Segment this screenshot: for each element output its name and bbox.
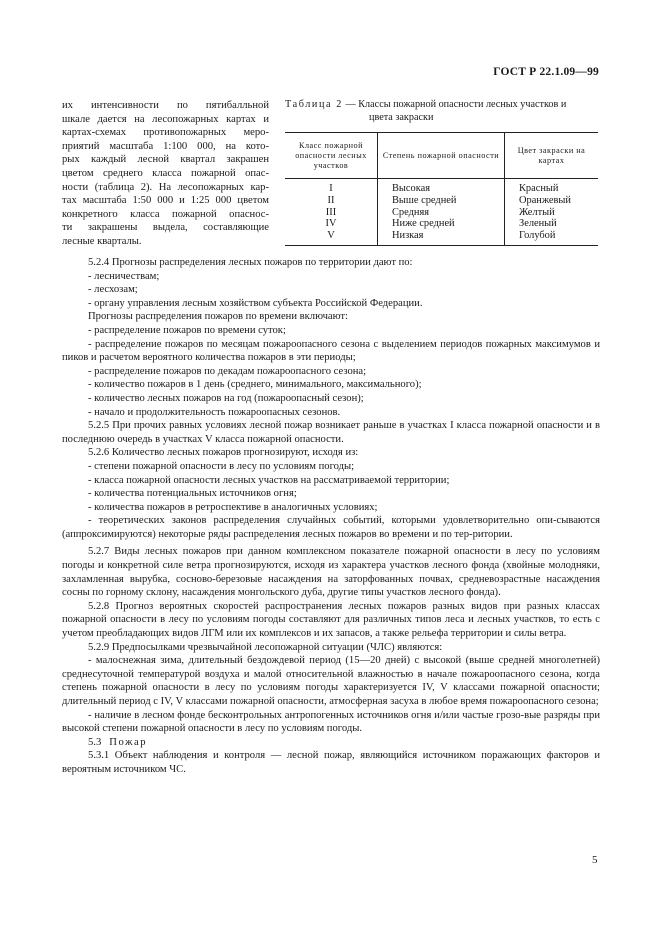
cell-color: Голубой: [505, 230, 599, 245]
table-header-color: Цвет закраски на картах: [505, 133, 599, 179]
left-line: цветом среднего класса пожарной опас-: [62, 167, 269, 179]
table-label: Таблица 2: [285, 99, 343, 110]
paragraph-5-2-6: 5.2.6 Количество лесных пожаров прогнозируют, исходя из:: [88, 447, 359, 459]
paragraph-5-3-1: 5.3.1 Объект наблюдения и контроля — лесной пожар, являющийся источником поражающих факторов и вероятным источником ЧС.: [62, 750, 600, 775]
left-line: лесные кварталы.: [62, 235, 142, 247]
cell-class: IV: [325, 218, 337, 230]
left-line: приятий масштаба 1:100 000, на кото-: [62, 140, 269, 152]
list-item: - количество лесных пожаров на год (пожароопасный сезон);: [88, 392, 364, 404]
left-line: рых каждый лесной квартал закрашен: [62, 154, 269, 166]
paragraph-time-forecasts: Прогнозы распределения пожаров по времени включают:: [88, 311, 348, 323]
left-line: шкале дается на лесопожарных картах и: [62, 113, 269, 125]
table-header-degree: Степень пожарной опасности: [378, 133, 505, 179]
left-line: тах масштаба 1:50 000 и 1:25 000 цветом: [62, 195, 269, 207]
table-row: [285, 218, 598, 230]
paragraph-5-2-7: 5.2.7 Виды лесных пожаров при данном комплексном показателе пожарной опасности в лесу по условиям погоды и конкретной силе ветра прогнозируются, исходя из характера участков лесного фонда (хвойные молодняки, захламленная вырубка, сосново-березовые насаждения на заторфованных почвах, средневозрастные насаждения сосны по горному склону, насаждения монгольского дуба, другие типы участков лесного фонда).: [62, 546, 600, 599]
cell-degree: Средняя: [378, 207, 505, 219]
cell-degree: Ниже средней: [378, 218, 505, 230]
table-row: [285, 207, 598, 219]
cell-color: Красный: [505, 179, 599, 195]
cell-class: II: [327, 194, 335, 206]
table-caption-line2: цвета закраски: [369, 111, 434, 123]
left-line: картах-схемах противопожарных меро-: [62, 127, 269, 139]
paragraph-5-2-5: 5.2.5 При прочих равных условиях лесной пожар возникает раньше в участках I класса пожарной опасности и в последнюю очередь в участках V класса пожарной опасности.: [62, 420, 600, 445]
cell-color: Оранжевый: [505, 195, 599, 207]
paragraph-5-2-4: 5.2.4 Прогнозы распределения лесных пожаров по территории дают по:: [88, 257, 413, 268]
cell-degree: Низкая: [378, 230, 505, 245]
table-caption-line1: — Классы пожарной опасности лесных участков и: [342, 99, 567, 110]
document-code: ГОСТ Р 22.1.09—99: [493, 66, 599, 78]
left-column-text: [62, 99, 269, 249]
section-number: 5.3: [88, 736, 102, 748]
list-item: - теоретических законов распределения случайных событий, которыми удовлетворительно опи-сываются (аппроксимируются) некоторые ряды распределения лесных пожаров во времени и по тер-ритории.: [62, 515, 600, 540]
left-line: ности (таблица 2). На лесопожарных кар-: [62, 181, 269, 193]
list-item: - количества пожаров в ретроспективе в аналогичных условиях;: [88, 501, 378, 513]
cell-class: III: [325, 206, 337, 218]
table-row: [285, 179, 598, 195]
list-item: - малоснежная зима, длительный бездождевой период (15—20 дней) с высокой (выше средней многолетней) среднесуточной температурой воздуха и малой относительной влажностью в начале пожароопасного сезона, когда степень пожарной опасности в лесу по условиям погоды характеризуется IV, V классами пожарной опасности; длительный период с IV, V классами пожарной опасности, атмосферная засуха в любое время пожароопасного сезона;: [62, 655, 600, 707]
page-number: 5: [592, 854, 598, 866]
fire-danger-classes-table: [285, 132, 598, 246]
body-text: [62, 256, 600, 777]
list-item: - распределение пожаров по месяцам пожароопасного сезона с выделением периодов пожарных максимумов и пиков и расчетом вероятного количества пожаров в эти периоды;: [62, 338, 600, 364]
list-item: - начало и продолжительность пожароопасных сезонов.: [88, 406, 341, 418]
list-item: - лесхозам;: [88, 284, 138, 296]
list-item: - степени пожарной опасности в лесу по условиям погоды;: [88, 460, 355, 472]
cell-class: V: [285, 230, 378, 245]
left-line: их интенсивности по пятибалльной: [62, 100, 269, 111]
cell-class: I: [329, 183, 333, 194]
list-item: - распределение пожаров по декадам пожароопасного сезона;: [88, 365, 367, 377]
list-item: - распределение пожаров по времени суток;: [88, 324, 286, 336]
list-item: - лесничествам;: [88, 270, 160, 282]
section-title: Пожар: [109, 736, 148, 748]
table-row: [285, 230, 598, 245]
list-item: - органу управления лесным хозяйством субъекта Российской Федерации.: [88, 297, 423, 309]
section-heading: [88, 736, 600, 750]
cell-color: Зеленый: [505, 218, 599, 230]
paragraph-5-2-9: 5.2.9 Предпосылками чрезвычайной лесопожарной ситуации (ЧЛС) являются:: [88, 641, 443, 653]
paragraph-5-2-8: 5.2.8 Прогноз вероятных скоростей распространения лесных пожаров разных видов при разных классах пожарной опасности в лесу по условиям погоды составляют для различных типов леса и лесных участков, то есть с учетом преобладающих видов ЛГМ или их комплексов и их запасов, а также рельефа территории и силы ветра.: [62, 600, 600, 640]
list-item: - количество пожаров в 1 день (среднего, минимального, максимального);: [88, 379, 422, 391]
left-line: ти закрашены выдела, составляющие: [62, 222, 269, 234]
cell-degree: Высокая: [378, 179, 505, 195]
list-item: - наличие в лесном фонде бесконтрольных антропогенных источников огня и/или частые грозо-вые разряды при высокой степени пожарной опасности в лесу по условиям погоды.: [62, 709, 600, 735]
list-item: - класса пожарной опасности лесных участков на рассматриваемой территории;: [88, 474, 450, 486]
table-caption: [285, 99, 603, 124]
table-header-row: [285, 133, 598, 179]
table-row: [285, 195, 598, 207]
table-header-class: Класс пожарной опасности лесных участков: [285, 133, 378, 179]
cell-degree: Выше средней: [378, 195, 505, 207]
left-line: конкретного класса пожарной опаснос-: [62, 208, 269, 220]
list-item: - количества потенциальных источников огня;: [88, 488, 297, 500]
cell-color: Желтый: [505, 207, 599, 219]
